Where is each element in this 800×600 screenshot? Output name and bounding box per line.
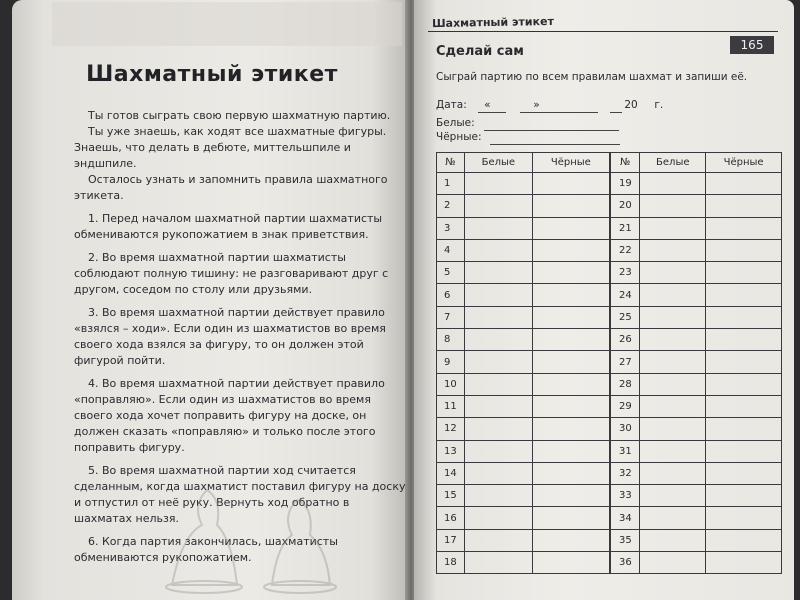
black-move-cell[interactable] [706, 462, 782, 484]
date-suffix: г. [654, 99, 664, 111]
instruction-text: Сыграй партию по всем правилам шахмат и запиши её. [436, 71, 748, 83]
rule-paragraph: 6. Когда партия закончилась, шахматисты обмениваются рукопожатием. [74, 535, 338, 564]
white-move-cell[interactable] [464, 418, 532, 440]
move-number-cell: 20 [610, 195, 640, 217]
table-row [437, 351, 782, 373]
white-move-cell[interactable] [464, 195, 532, 217]
move-number-cell: 33 [610, 485, 640, 507]
move-record-table [436, 152, 782, 574]
black-move-cell[interactable] [532, 306, 610, 328]
white-move-cell[interactable] [464, 173, 532, 195]
move-number-cell: 1 [437, 173, 465, 195]
white-move-cell[interactable] [464, 306, 532, 328]
table-row [437, 262, 782, 284]
black-move-cell[interactable] [532, 507, 610, 529]
move-number-cell: 24 [610, 284, 640, 306]
column-header: Белые [640, 153, 706, 173]
black-move-cell[interactable] [532, 217, 610, 239]
move-number-cell: 29 [610, 395, 640, 417]
move-number-cell: 8 [437, 329, 465, 351]
table-row [437, 217, 782, 239]
date-open-quote: « [484, 99, 491, 111]
black-move-cell[interactable] [532, 462, 610, 484]
intro-paragraph: Осталось узнать и запомнить правила шахматного этикета. [74, 173, 388, 202]
black-move-cell[interactable] [532, 440, 610, 462]
white-move-cell[interactable] [464, 440, 532, 462]
move-number-cell: 4 [437, 239, 465, 261]
white-move-cell[interactable] [464, 395, 532, 417]
move-number-cell: 34 [610, 507, 640, 529]
white-move-cell[interactable] [640, 529, 706, 551]
black-move-cell[interactable] [706, 329, 782, 351]
black-move-cell[interactable] [706, 373, 782, 395]
white-move-cell[interactable] [464, 239, 532, 261]
previous-page-ghost-band [52, 2, 402, 46]
white-move-cell[interactable] [640, 507, 706, 529]
section-title: Сделай сам [436, 44, 524, 59]
move-number-cell: 11 [437, 395, 465, 417]
white-player-row [436, 117, 475, 129]
white-move-cell[interactable] [464, 262, 532, 284]
move-number-cell: 16 [437, 507, 465, 529]
rule-paragraph: 1. Перед началом шахматной партии шахматисты обмениваются рукопожатием в знак приветствия. [74, 212, 383, 241]
table-row [437, 529, 782, 551]
white-move-cell[interactable] [640, 306, 706, 328]
black-move-cell[interactable] [706, 529, 782, 551]
white-move-cell[interactable] [640, 217, 706, 239]
move-number-cell: 32 [610, 462, 640, 484]
table-row [437, 195, 782, 217]
move-number-cell: 35 [610, 529, 640, 551]
date-close-quote: » [533, 99, 540, 111]
black-move-cell[interactable] [706, 173, 782, 195]
white-move-cell[interactable] [640, 351, 706, 373]
black-move-cell[interactable] [706, 306, 782, 328]
column-header: № [610, 153, 640, 173]
date-row [436, 99, 663, 111]
page-title: Шахматный этикет [86, 62, 338, 87]
table-row [437, 284, 782, 306]
move-number-cell: 15 [437, 485, 465, 507]
move-number-cell: 18 [437, 552, 465, 574]
black-move-cell[interactable] [706, 552, 782, 574]
white-move-cell[interactable] [464, 351, 532, 373]
rule-paragraph: 2. Во время шахматной партии шахматисты соблюдают полную тишину: не разговаривают друг с другом, соседом по столу или друзьями. [74, 251, 389, 296]
white-move-cell[interactable] [640, 373, 706, 395]
table-header-row [437, 153, 782, 173]
move-number-cell: 14 [437, 462, 465, 484]
move-number-cell: 23 [610, 262, 640, 284]
white-move-cell[interactable] [464, 507, 532, 529]
move-number-cell: 17 [437, 529, 465, 551]
page-number: 165 [730, 36, 774, 54]
header-rule [428, 31, 778, 32]
white-move-cell[interactable] [464, 529, 532, 551]
black-move-cell[interactable] [706, 440, 782, 462]
table-row [437, 507, 782, 529]
column-header: Белые [464, 153, 532, 173]
black-label: Чёрные: [436, 131, 482, 143]
white-move-cell[interactable] [640, 462, 706, 484]
table-row [437, 418, 782, 440]
table-row [437, 329, 782, 351]
move-number-cell: 21 [610, 217, 640, 239]
table-row [437, 462, 782, 484]
black-move-cell[interactable] [706, 195, 782, 217]
table-row [437, 552, 782, 574]
move-number-cell: 28 [610, 373, 640, 395]
white-label: Белые: [436, 117, 475, 129]
right-page [414, 0, 794, 600]
white-move-cell[interactable] [640, 239, 706, 261]
move-number-cell: 19 [610, 173, 640, 195]
move-number-cell: 6 [437, 284, 465, 306]
move-number-cell: 25 [610, 306, 640, 328]
table-row [437, 440, 782, 462]
white-move-cell[interactable] [464, 552, 532, 574]
move-number-cell: 9 [437, 351, 465, 373]
left-page [12, 0, 412, 600]
white-move-cell[interactable] [640, 440, 706, 462]
rule-paragraph: 5. Во время шахматной партии ход считается сделанным, когда шахматист поставил фигуру на доску и отпустил от неё руку. Вернуть ход обратно в шахматах нельзя. [74, 464, 406, 525]
white-move-cell[interactable] [640, 262, 706, 284]
move-number-cell: 10 [437, 373, 465, 395]
white-move-cell[interactable] [464, 284, 532, 306]
rule-paragraph: 3. Во время шахматной партии действует правило «взялся – ходи». Если один из шахматистов во время своего хода взялся за фигуру, то он должен этой фигурой пойти. [74, 306, 386, 367]
black-move-cell[interactable] [532, 262, 610, 284]
white-move-cell[interactable] [464, 217, 532, 239]
black-move-cell[interactable] [532, 529, 610, 551]
black-move-cell[interactable] [706, 418, 782, 440]
move-number-cell: 2 [437, 195, 465, 217]
move-number-cell: 30 [610, 418, 640, 440]
black-move-cell[interactable] [706, 217, 782, 239]
table-row [437, 373, 782, 395]
white-move-cell[interactable] [640, 395, 706, 417]
column-header: Чёрные [532, 153, 610, 173]
black-move-cell[interactable] [532, 418, 610, 440]
white-move-cell[interactable] [464, 485, 532, 507]
black-move-cell[interactable] [532, 485, 610, 507]
move-number-cell: 5 [437, 262, 465, 284]
intro-paragraph: Ты готов сыграть свою первую шахматную партию. [88, 109, 391, 122]
black-move-cell[interactable] [532, 552, 610, 574]
black-move-cell[interactable] [532, 329, 610, 351]
table-row [437, 239, 782, 261]
column-header: № [437, 153, 465, 173]
white-move-cell[interactable] [640, 195, 706, 217]
black-move-cell[interactable] [532, 284, 610, 306]
white-player-line [484, 130, 619, 131]
table-row [437, 485, 782, 507]
intro-paragraph: Ты уже знаешь, как ходят все шахматные фигуры. Знаешь, что делать в дебюте, миттельшпиле и эндшпиле. [74, 125, 387, 170]
black-player-line [490, 144, 620, 145]
black-move-cell[interactable] [532, 173, 610, 195]
date-month-line [520, 112, 598, 113]
white-move-cell[interactable] [464, 329, 532, 351]
date-year: 20 [624, 99, 638, 111]
date-label: Дата: [436, 99, 467, 111]
table-row [437, 395, 782, 417]
white-move-cell[interactable] [640, 418, 706, 440]
move-number-cell: 22 [610, 239, 640, 261]
black-move-cell[interactable] [706, 239, 782, 261]
white-move-cell[interactable] [640, 173, 706, 195]
black-move-cell[interactable] [532, 195, 610, 217]
black-move-cell[interactable] [532, 239, 610, 261]
chess-pieces-sketch [152, 455, 352, 595]
black-move-cell[interactable] [706, 284, 782, 306]
move-number-cell: 7 [437, 306, 465, 328]
move-number-cell: 13 [437, 440, 465, 462]
black-move-cell[interactable] [706, 395, 782, 417]
move-number-cell: 26 [610, 329, 640, 351]
white-move-cell[interactable] [640, 329, 706, 351]
black-move-cell[interactable] [532, 351, 610, 373]
column-header: Чёрные [706, 153, 782, 173]
black-move-cell[interactable] [706, 507, 782, 529]
black-move-cell[interactable] [532, 373, 610, 395]
move-number-cell: 12 [437, 418, 465, 440]
table-row [437, 173, 782, 195]
white-move-cell[interactable] [464, 462, 532, 484]
move-number-cell: 27 [610, 351, 640, 373]
running-header: Шахматный этикет [431, 14, 554, 31]
black-player-row [436, 131, 481, 143]
white-move-cell[interactable] [640, 552, 706, 574]
white-move-cell[interactable] [464, 373, 532, 395]
rule-paragraph: 4. Во время шахматной партии действует правило «поправляю». Если один из шахматистов во время своего хода хочет поправить фигуру на доске, он должен сказать «поправляю» и только после этого поправить фигуру. [74, 377, 385, 454]
table-row [437, 306, 782, 328]
move-number-cell: 31 [610, 440, 640, 462]
move-number-cell: 3 [437, 217, 465, 239]
white-move-cell[interactable] [640, 284, 706, 306]
date-year-line [610, 112, 622, 113]
date-day-line [478, 112, 506, 113]
white-move-cell[interactable] [640, 485, 706, 507]
move-number-cell: 36 [610, 552, 640, 574]
black-move-cell[interactable] [532, 395, 610, 417]
black-move-cell[interactable] [706, 485, 782, 507]
black-move-cell[interactable] [706, 351, 782, 373]
black-move-cell[interactable] [706, 262, 782, 284]
